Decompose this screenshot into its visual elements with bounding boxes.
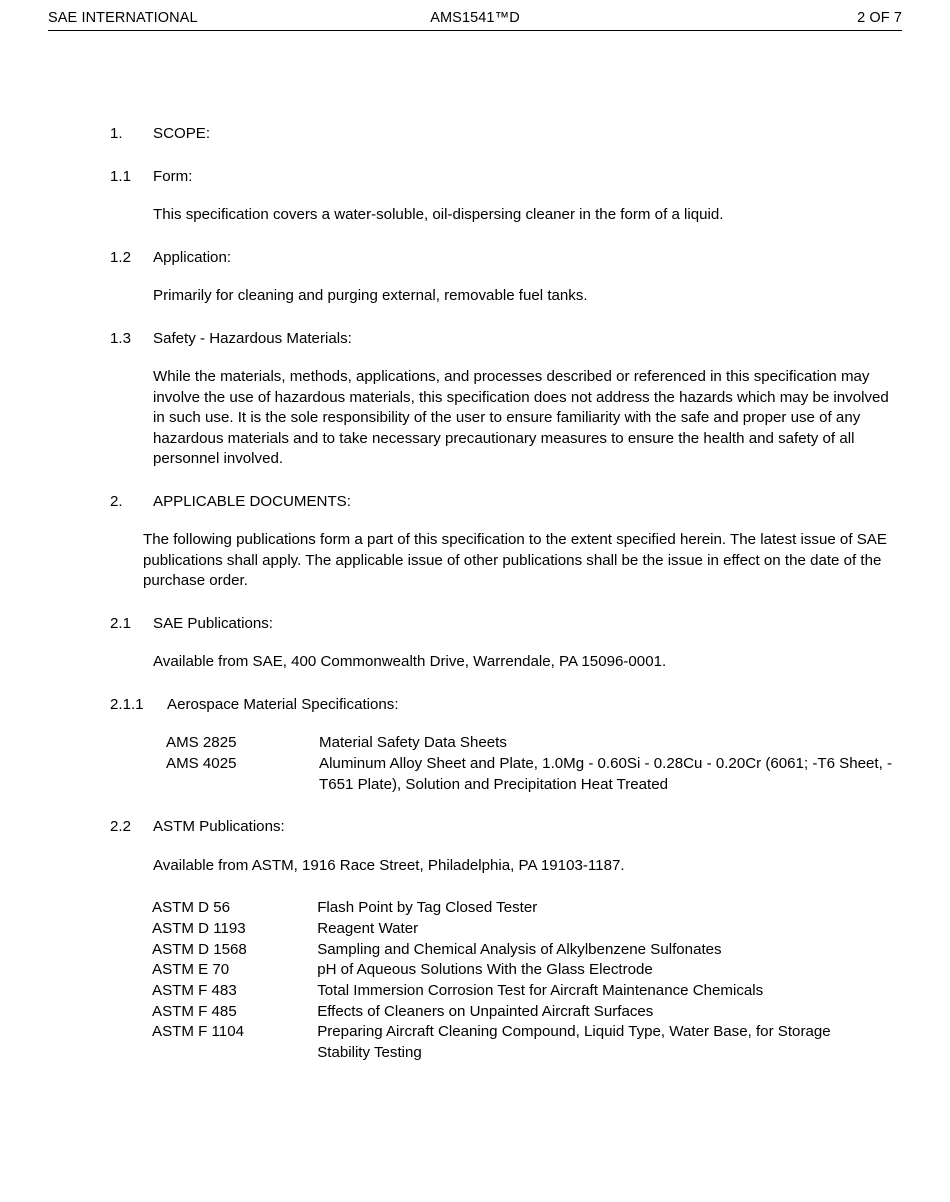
ams-reference-table (166, 733, 896, 795)
table-row (152, 1002, 882, 1023)
section-astm-publications-body: Available from ASTM, 1916 Race Street, Philadelphia, PA 19103-1187. (153, 856, 625, 874)
astm-description: pH of Aqueous Solutions With the Glass Electrode (317, 961, 653, 979)
section-application-body: Primarily for cleaning and purging external, removable fuel tanks. (153, 287, 588, 305)
section-form-heading (110, 167, 900, 188)
header-divider (48, 30, 902, 31)
ams-description: Aluminum Alloy Sheet and Plate, 1.0Mg - 0.60Si - 0.28Cu - 0.20Cr (6061; -T6 Sheet, -T651 Plate), Solution and Precipitation Heat Treated (319, 754, 893, 793)
section-sae-publications-body: Available from SAE, 400 Commonwealth Drive, Warrendale, PA 15096-0001. (153, 653, 667, 671)
document-body (110, 124, 900, 1064)
ams-code: AMS 4025 (166, 754, 237, 772)
section-sae-publications-number: 2.1 (110, 614, 131, 632)
astm-reference-table (152, 898, 882, 1063)
section-applicable-documents-title: APPLICABLE DOCUMENTS: (153, 492, 351, 510)
section-sae-publications-heading (110, 614, 900, 635)
table-row (152, 1022, 882, 1063)
section-ams-number: 2.1.1 (110, 695, 144, 713)
astm-code: ASTM D 1568 (152, 940, 247, 958)
astm-code: ASTM D 1193 (152, 920, 246, 937)
section-applicable-documents-heading (110, 492, 900, 513)
astm-code: ASTM F 485 (152, 1002, 237, 1020)
section-scope-title: SCOPE: (153, 125, 211, 142)
section-application-title: Application: (153, 248, 232, 266)
table-row (152, 940, 882, 961)
table-row (152, 981, 882, 1002)
section-ams-title: Aerospace Material Specifications: (167, 695, 399, 713)
table-row (152, 898, 882, 919)
ams-code: AMS 2825 (166, 734, 237, 752)
header-organization: SAE INTERNATIONAL (48, 10, 198, 26)
page-header (48, 10, 902, 40)
section-safety-title: Safety - Hazardous Materials: (153, 329, 352, 347)
header-page-number: 2 OF 7 (857, 10, 902, 26)
section-form-body: This specification covers a water-soluble, oil-dispersing cleaner in the form of a liquid. (153, 206, 724, 224)
astm-code: ASTM F 483 (152, 982, 237, 1000)
table-row (152, 919, 882, 940)
section-applicable-documents-body: The following publications form a part of this specification to the extent specified herein. The latest issue of SAE publications shall apply. The applicable issue of other publications shall be the issue in effect on the date of the purchase order. (143, 531, 887, 590)
header-document-number: AMS1541™D (430, 10, 520, 26)
section-safety-number: 1.3 (110, 329, 131, 347)
section-form-number: 1.1 (110, 167, 131, 185)
section-safety-heading (110, 329, 900, 350)
section-application-number: 1.2 (110, 248, 131, 266)
astm-description: Preparing Aircraft Cleaning Compound, Liquid Type, Water Base, for Storage Stability Testing (317, 1023, 831, 1062)
astm-description: Sampling and Chemical Analysis of Alkylbenzene Sulfonates (317, 940, 722, 958)
astm-code: ASTM F 1104 (152, 1023, 244, 1041)
astm-description: Effects of Cleaners on Unpainted Aircraft Surfaces (317, 1002, 654, 1020)
section-astm-publications-heading (110, 817, 900, 838)
ams-description: Material Safety Data Sheets (319, 734, 507, 752)
table-row (166, 754, 896, 795)
page-header-row (48, 10, 902, 30)
section-scope-number: 1. (110, 125, 123, 142)
astm-code: ASTM E 70 (152, 961, 230, 979)
table-row (166, 733, 896, 754)
section-ams-heading (110, 695, 900, 716)
section-applicable-documents-number: 2. (110, 492, 123, 510)
section-astm-publications-number: 2.2 (110, 818, 131, 836)
section-application-heading (110, 248, 900, 269)
section-sae-publications-title: SAE Publications: (153, 614, 273, 632)
section-safety-body: While the materials, methods, applications, and processes described or referenced in this specification may involve the use of hazardous materials, this specification does not address the hazards which may be involved in such use. It is the sole responsibility of the user to ensure familiarity with the safe and proper use of any hazardous materials and to take necessary precautionary measures to ensure the health and safety of all personnel involved. (153, 368, 889, 468)
astm-code: ASTM D 56 (152, 899, 231, 917)
section-astm-publications-title: ASTM Publications: (153, 818, 285, 836)
section-scope-heading (110, 124, 900, 145)
astm-description: Total Immersion Corrosion Test for Aircraft Maintenance Chemicals (317, 982, 764, 1000)
section-form-title: Form: (153, 167, 193, 185)
astm-description: Reagent Water (317, 920, 419, 937)
table-row (152, 960, 882, 981)
page-top-artifact (300, 0, 660, 6)
astm-description: Flash Point by Tag Closed Tester (317, 899, 538, 917)
